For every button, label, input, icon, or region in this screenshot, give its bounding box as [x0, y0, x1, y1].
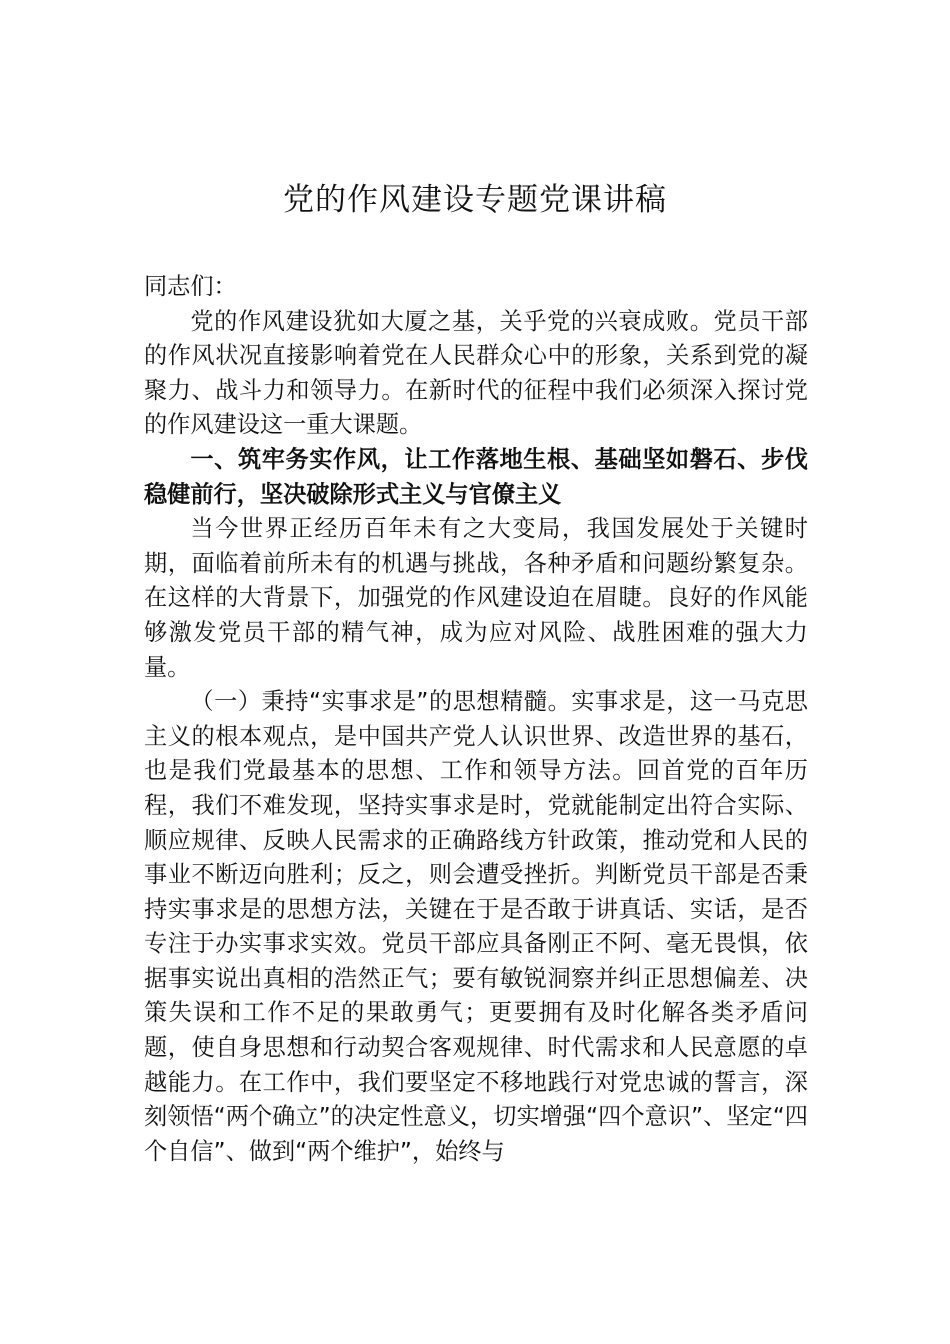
document-body: [144, 270, 808, 1169]
salutation: 同志们：: [144, 273, 237, 300]
body-paragraph: （一）秉持“实事求是”的思想精髓。实事求是，这一马克思主义的根本观点，是中国共产党人认识世界、改造世界的基石，也是我们党最基本的思想、工作和领导方法。回首党的百年历程，我们不难发现，坚持实事求是时，党就能制定出符合实际、顺应规律、反映人民需求的正确路线方针政策，推动党和人民的事业不断迈向胜利；反之，则会遭受挫折。判断党员干部是否秉持实事求是的思想方法，关键在于是否敢于讲真话、实话，是否专注于办实事求实效。党员干部应具备刚正不阿、毫无畏惧，依据事实说出真相的浩然正气；要有敏锐洞察并纠正思想偏差、决策失误和工作不足的果敢勇气；更要拥有及时化解各类矛盾问题，使自身思想和行动契合客观规律、时代需求和人民意愿的卓越能力。在工作中，我们要坚定不移地践行对党忠诚的誓言，深刻领悟“两个确立”的决定性意义，切实增强“四个意识”、坚定“四个自信”、做到“两个维护”，始终与: [144, 688, 808, 1165]
body-paragraph: 当今世界正经历百年未有之大变局，我国发展处于关键时期，面临着前所未有的机遇与挑战，各种矛盾和问题纷繁复杂。在这样的大背景下，加强党的作风建设迫在眉睫。良好的作风能够激发党员干部的精气神，成为应对风险、战胜困难的强大力量。: [144, 515, 808, 681]
body-paragraph: 党的作风建设犹如大厦之基，关乎党的兴衰成败。党员干部的作风状况直接影响着党在人民群众心中的形象，关系到党的凝聚力、战斗力和领导力。在新时代的征程中我们必须深入探讨党的作风建设这一重大课题。: [144, 307, 808, 439]
section-heading: 一、筑牢务实作风，让工作落地生根、基础坚如磐石、步伐稳健前行，坚决破除形式主义与官僚主义: [144, 445, 808, 508]
document-title: 党的作风建设专题党课讲稿: [283, 182, 667, 218]
